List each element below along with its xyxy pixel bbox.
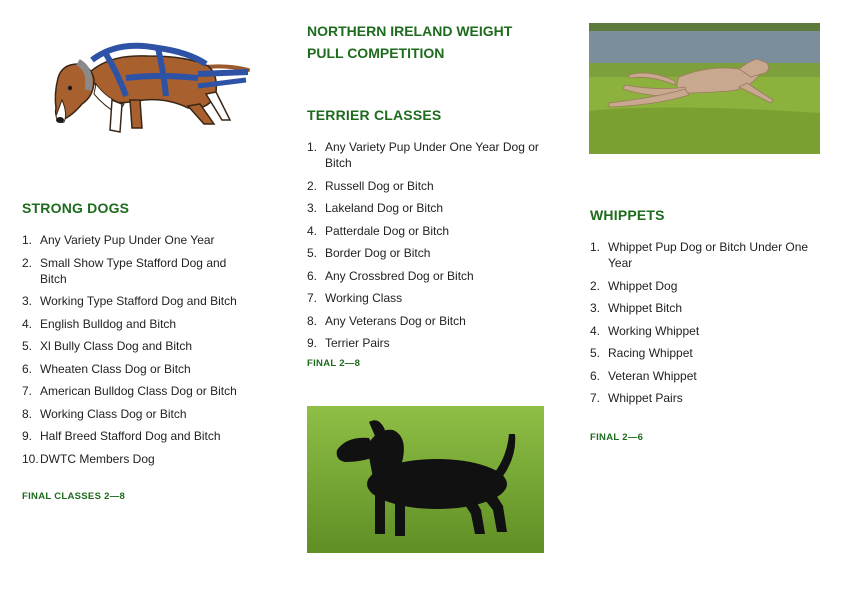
terrier-heading: TERRIER CLASSES	[307, 107, 442, 123]
list-item: 7. Working Class	[307, 291, 403, 305]
list-item: 6. Any Crossbred Dog or Bitch	[307, 268, 474, 283]
whippets-list	[590, 239, 825, 406]
whippets-section	[590, 207, 825, 443]
black-terrier-photo	[307, 406, 544, 553]
list-item: 4. English Bulldog and Bitch	[22, 316, 177, 331]
whippets-heading: WHIPPETS	[590, 207, 665, 223]
center-column	[307, 20, 557, 64]
list-item: 9. Half Breed Stafford Dog and Bitch	[22, 429, 221, 443]
list-item: 1. Any Variety Pup Under One Year	[22, 233, 215, 247]
list-item: 8. Working Class Dog or Bitch	[22, 406, 187, 421]
running-whippet-photo	[589, 23, 820, 154]
list-item: 6. Veteran Whippet	[590, 368, 697, 383]
whippets-final: FINAL 2—6	[590, 432, 644, 443]
list-item: 2. Small Show Type Stafford Dog and Bitch	[22, 255, 227, 286]
list-item: 1. Any Variety Pup Under One Year Dog or Bitch	[307, 140, 539, 170]
list-item: 3. Working Type Stafford Dog and Bitch	[22, 294, 237, 308]
list-item: 9. Terrier Pairs	[307, 336, 390, 350]
list-item: 4. Patterdale Dog or Bitch	[307, 223, 450, 238]
page-title: NORTHERN IRELAND WEIGHT PULL COMPETITION	[307, 23, 513, 61]
list-item: 5. Xl Bully Class Dog and Bitch	[22, 339, 193, 353]
list-item: 4. Working Whippet	[590, 323, 700, 338]
list-item: 6. Wheaten Class Dog or Bitch	[22, 361, 191, 376]
strong-dogs-section	[22, 200, 272, 502]
list-item: 2. Whippet Dog	[590, 278, 678, 293]
terrier-final: FINAL 2—8	[307, 357, 361, 369]
list-item: 2. Russell Dog or Bitch	[307, 178, 434, 193]
strong-dogs-heading: STRONG DOGS	[22, 200, 130, 216]
list-item: 3. Lakeland Dog or Bitch	[307, 201, 444, 215]
pulling-dog-illustration	[48, 34, 254, 138]
list-item: 3. Whippet Bitch	[590, 301, 683, 315]
list-item: 7. American Bulldog Class Dog or Bitch	[22, 384, 237, 398]
strong-dogs-list	[22, 232, 272, 467]
list-item: 1. Whippet Pup Dog or Bitch Under One Year	[590, 240, 809, 270]
list-item: 8. Any Veterans Dog or Bitch	[307, 313, 466, 328]
list-item: 5. Border Dog or Bitch	[307, 246, 431, 260]
terrier-section	[307, 107, 552, 369]
list-item: 10. DWTC Members Dog	[22, 451, 155, 466]
list-item: 7. Whippet Pairs	[590, 391, 683, 405]
terrier-list	[307, 139, 552, 351]
strong-dogs-final: FINAL CLASSES 2—8	[22, 490, 126, 502]
list-item: 5. Racing Whippet	[590, 346, 693, 360]
